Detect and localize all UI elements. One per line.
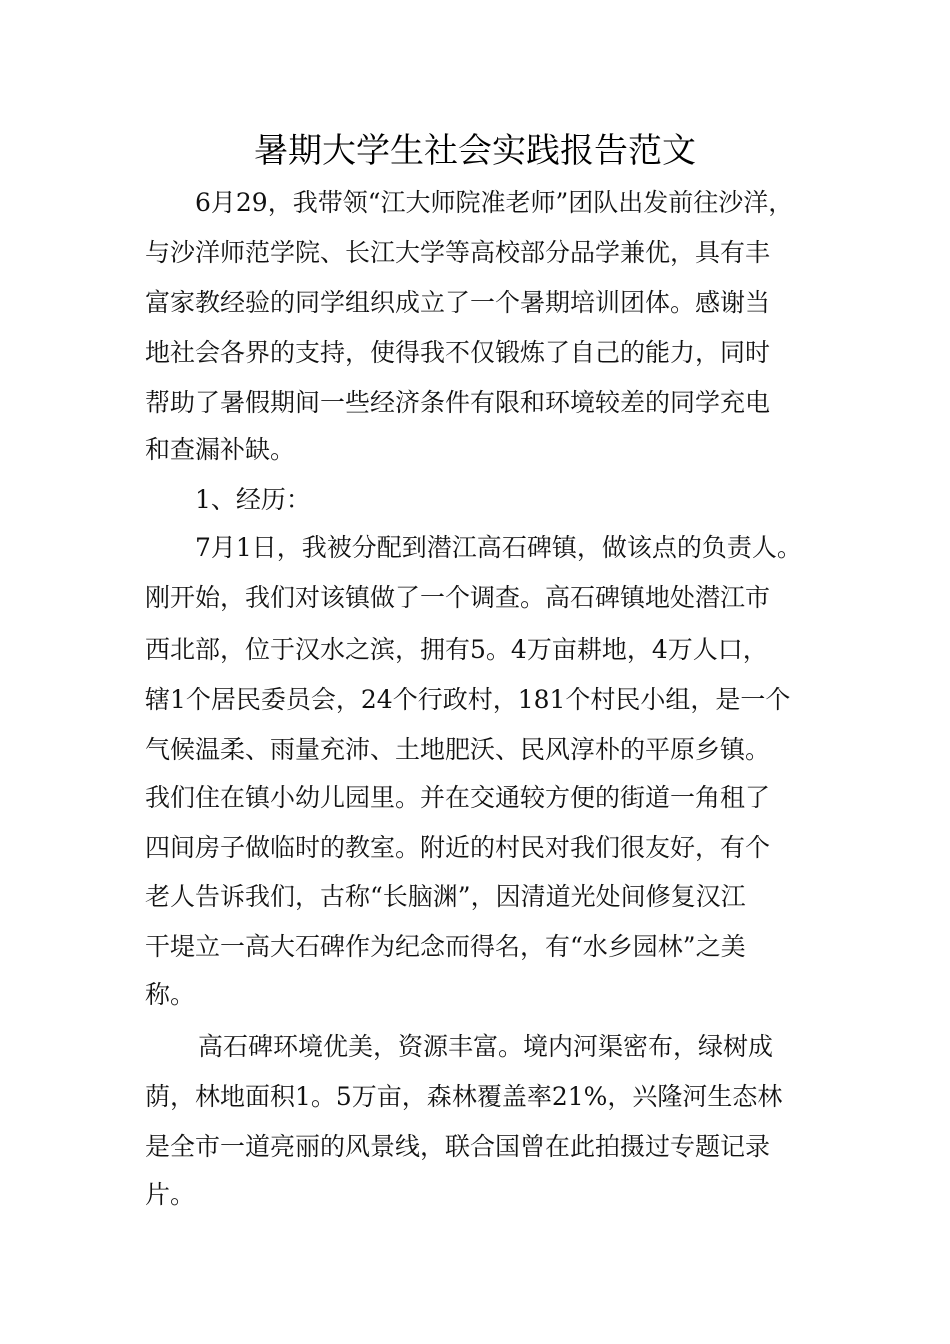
paragraph-3-line-3: 西北部，位于汉水之滨，拥有5。4万亩耕地，4万人口， [145, 635, 768, 664]
paragraph-3-line-9: 干堤立一高大石碑作为纪念而得名，有“水乡园林”之美 [145, 932, 746, 961]
paragraph-3-line-4: 辖1个居民委员会，24个行政村，181个村民小组，是一个 [145, 685, 791, 714]
paragraph-1-line-6: 和查漏补缺。 [145, 435, 296, 464]
paragraph-1-line-3: 富家教经验的同学组织成立了一个暑期培训团体。感谢当 [145, 288, 771, 317]
paragraph-4-line-2: 荫，林地面积1。5万亩，森林覆盖率21%，兴隆河生态林 [145, 1082, 783, 1111]
paragraph-4-line-3: 是全市一道亮丽的风景线，联合国曾在此拍摄过专题记录 [145, 1132, 771, 1161]
paragraph-1-line-2: 与沙洋师范学院、长江大学等高校部分品学兼优，具有丰 [145, 238, 771, 267]
paragraph-1-line-5: 帮助了暑假期间一些经济条件有限和环境较差的同学充电 [145, 388, 771, 417]
document-title: 暑期大学生社会实践报告范文 [254, 131, 696, 171]
paragraph-4-line-1: 高石碑环境优美，资源丰富。境内河渠密布，绿树成 [198, 1032, 774, 1061]
paragraph-3-line-6: 我们住在镇小幼儿园里。并在交通较方便的街道一角租了 [145, 783, 771, 812]
paragraph-3-line-8: 老人告诉我们，古称“长脑渊”，因清道光处间修复汉江 [145, 882, 746, 911]
paragraph-3-line-7: 四间房子做临时的教室。附近的村民对我们很友好，有个 [145, 833, 771, 862]
paragraph-1-line-1: 6月29，我带领“江大师院准老师”团队出发前往沙洋， [195, 188, 794, 217]
paragraph-3-line-10: 称。 [145, 980, 196, 1009]
paragraph-3-line-1: 7月1日，我被分配到潜江高石碑镇，做该点的负责人。 [195, 533, 802, 562]
paragraph-1-line-4: 地社会各界的支持，使得我不仅锻炼了自己的能力，同时 [145, 338, 771, 367]
section-heading-experience: 1、经历： [195, 485, 311, 514]
paragraph-3-line-2: 刚开始，我们对该镇做了一个调查。高石碑镇地处潜江市 [145, 583, 771, 612]
paragraph-4-line-4: 片。 [145, 1180, 196, 1209]
paragraph-3-line-5: 气候温柔、雨量充沛、土地肥沃、民风淳朴的平原乡镇。 [145, 735, 771, 764]
